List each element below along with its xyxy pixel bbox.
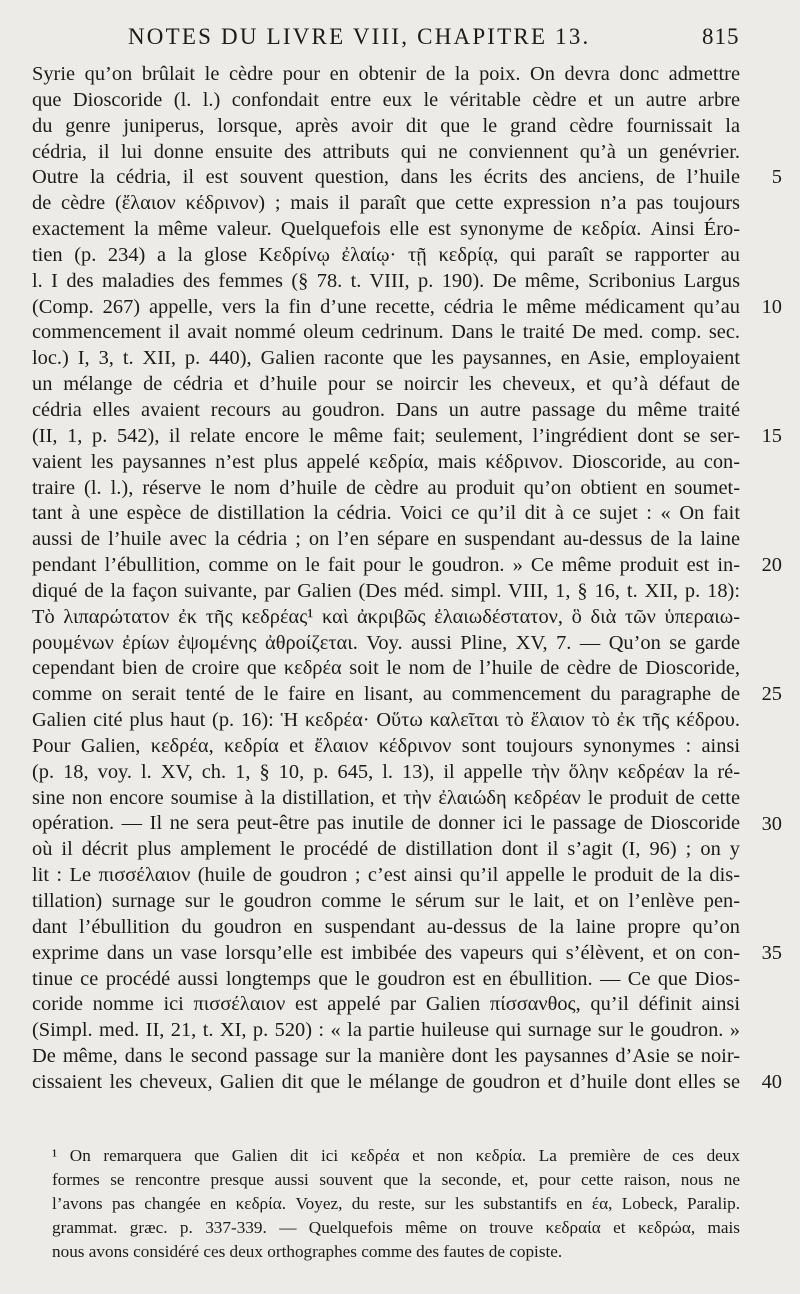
footnote-line: l’avons pas changée en κεδρία. Voyez, du reste, sur les substantifs en έα, Lobeck, Paralip. [52, 1194, 740, 1213]
text-line: dant l’ébullition du goudron en suspendant au-dessus de la laine propre qu’on [32, 915, 740, 938]
margin-line-number: 5 [771, 166, 782, 189]
running-title: NOTES DU LIVRE VIII, CHAPITRE 13. [128, 24, 591, 49]
text-line: tinue ce procédé aussi longtemps que le goudron est en ébullition. — Ce que Dios- [32, 967, 740, 990]
text-line: tillation) surnage sur le goudron comme le sérum sur le lait, et on l’enlève pen- [32, 890, 740, 912]
margin-line-number: 35 [761, 941, 782, 964]
text-line: coride nomme ici πισσέλαιον est appelé par Galien πίσσανθος, qu’il définit ainsi [32, 993, 740, 1016]
text-line: (p. 18, voy. l. XV, ch. 1, § 10, p. 645, l. 13), il appelle τὴν ὅλην κεδρέαν la ré- [32, 760, 740, 783]
footnote-line: grammat. græc. p. 337-339. — Quelquefois même on trouve κεδραία et κεδρώα, mais [52, 1218, 740, 1237]
text-line: ρουμένων ἐρίων ἐψομένης ἀθροίζεται. Voy. aussi Pline, XV, 7. — Qu’on se garde [32, 631, 740, 654]
text-line: où il décrit plus amplement le procédé de distillation dont il s’agit (I, 96) ; on y [32, 838, 740, 861]
margin-line-number: 15 [761, 424, 782, 447]
text-line: sine non encore soumise à la distillation, et τὴν ἐλαιώδη κεδρέαν le produit de cette [32, 786, 740, 809]
footnote-line: nous avons considéré ces deux orthographes comme des fautes de copiste. [52, 1242, 563, 1261]
page-number: 815 [702, 24, 740, 49]
text-line: opération. — Il ne sera peut-être pas inutile de donner ici le passage de Dioscoride [32, 812, 740, 835]
text-line: que Dioscoride (l. l.) confondait entre eux le véritable cèdre et un autre arbre [32, 88, 740, 111]
text-line: exprime dans un vase lorsqu’elle est imbibée des vapeurs qui s’élèvent, et on con- [32, 941, 740, 964]
footnote-line: ¹ On remarquera que Galien dit ici κεδρέα et non κεδρία. La première de ces deux [52, 1146, 740, 1165]
text-line: loc.) I, 3, t. XII, p. 440), Galien raconte que les paysannes, en Asie, employaient [32, 347, 740, 370]
footnotes [52, 1144, 740, 1264]
text-line: cédria, il lui donne ensuite des attributs qui ne conviennent qu’à un genévrier. [32, 140, 740, 163]
text-line: traire (l. l.), réserve le nom d’huile de cèdre au produit qu’on obtient en soumet- [32, 476, 740, 499]
text-line: (Simpl. med. II, 21, t. XI, p. 520) : « la partie huileuse qui surnage sur le goudron. » [32, 1019, 740, 1042]
text-line: de cèdre (ἔλαιον κέδρινον) ; mais il paraît que cette expression n’a pas toujours [32, 192, 740, 215]
margin-line-number: 30 [761, 812, 782, 835]
text-line: du genre juniperus, lorsque, après avoir dit que le grand cèdre fournissait la [32, 114, 740, 137]
text-line: Syrie qu’on brûlait le cèdre pour en obtenir de la poix. On devra donc admettre [32, 63, 740, 85]
text-line: cédria elles avaient recours au goudron. Dans un autre passage du même traité [32, 398, 740, 421]
text-line: Galien cité plus haut (p. 16): Ἡ κεδρέα· Οὕτω καλεῖται τὸ ἔλαιον τὸ ἐκ τῆς κέδρου. [32, 709, 740, 732]
running-head [0, 14, 800, 54]
margin-line-number: 20 [761, 554, 782, 577]
footnote-line: formes se rencontre presque aussi souvent que la seconde, et, pour cette raison, nous ne [52, 1170, 740, 1189]
text-line: tien (p. 234) a la glose Κεδρίνῳ ἐλαίῳ· τῇ κεδρίᾳ, qui paraît se rapporter au [32, 243, 740, 266]
text-line: l. I des maladies des femmes (§ 78. t. VIII, p. 190). De même, Scribonius Largus [32, 269, 740, 292]
text-line: un mélange de cédria et d’huile pour se noircir les cheveux, et qu’à défaut de [32, 373, 740, 396]
text-line: commencement il avait nommé oleum cedrinum. Dans le traité De med. comp. sec. [32, 321, 740, 344]
text-line: exactement la même valeur. Quelquefois elle est synonyme de κεδρία. Ainsi Éro- [32, 218, 740, 241]
text-line: lit : Le πισσέλαιον (huile de goudron ; c’est ainsi qu’il appelle le produit de la dis- [32, 864, 740, 887]
text-line: De même, dans le second passage sur la manière dont les paysannes d’Asie se noir- [32, 1045, 740, 1068]
text-line: cependant bien de croire que κεδρέα soit le nom de l’huile de cèdre de Dioscoride, [32, 657, 740, 680]
text-line: (II, 1, p. 542), il relate encore le même fait; seulement, l’ingrédient dont se ser- [32, 424, 740, 447]
text-line: Pour Galien, κεδρέα, κεδρία et ἔλαιον κέδρινον sont toujours synonymes : ainsi [32, 734, 740, 757]
margin-line-number: 25 [761, 683, 782, 706]
text-line: diqué de la façon suivante, par Galien (Des méd. simpl. VIII, 1, § 16, t. XII, p. 18): [32, 579, 740, 602]
text-line: comme on serait tenté de le faire en lisant, au commencement du paragraphe de [32, 683, 740, 706]
margin-line-number: 10 [761, 295, 782, 318]
text-line: Outre la cédria, il est souvent question, dans les écrits des anciens, de l’huile [32, 166, 740, 189]
text-line: aussi de l’huile avec la cédria ; on l’en sépare en suspendant au-dessus de la laine [32, 528, 740, 551]
text-line: tant à une espèce de distillation la cédria. Voici ce qu’il dit à ce sujet : « On fait [32, 502, 740, 525]
text-line: vaient les paysannes n’est plus appelé κεδρία, mais κέδρινον. Dioscoride, au con- [32, 450, 740, 473]
text-line: pendant l’ébullition, comme on le fait pour le goudron. » Ce même produit est in- [32, 554, 740, 577]
text-line: Τὸ λιπαρώτατον ἐκ τῆς κεδρέας¹ καὶ ἀκριβῶς ἐλαιωδέστατον, ὃ διὰ τῶν ὑπεραιω- [32, 605, 740, 628]
text-line: (Comp. 267) appelle, vers la fin d’une recette, cédria le même médicament qu’au [32, 295, 740, 318]
main-text [32, 62, 740, 1096]
text-line: cissaient les cheveux, Galien dit que le mélange de goudron et d’huile dont elles se [32, 1070, 740, 1093]
margin-line-number: 40 [761, 1071, 782, 1094]
